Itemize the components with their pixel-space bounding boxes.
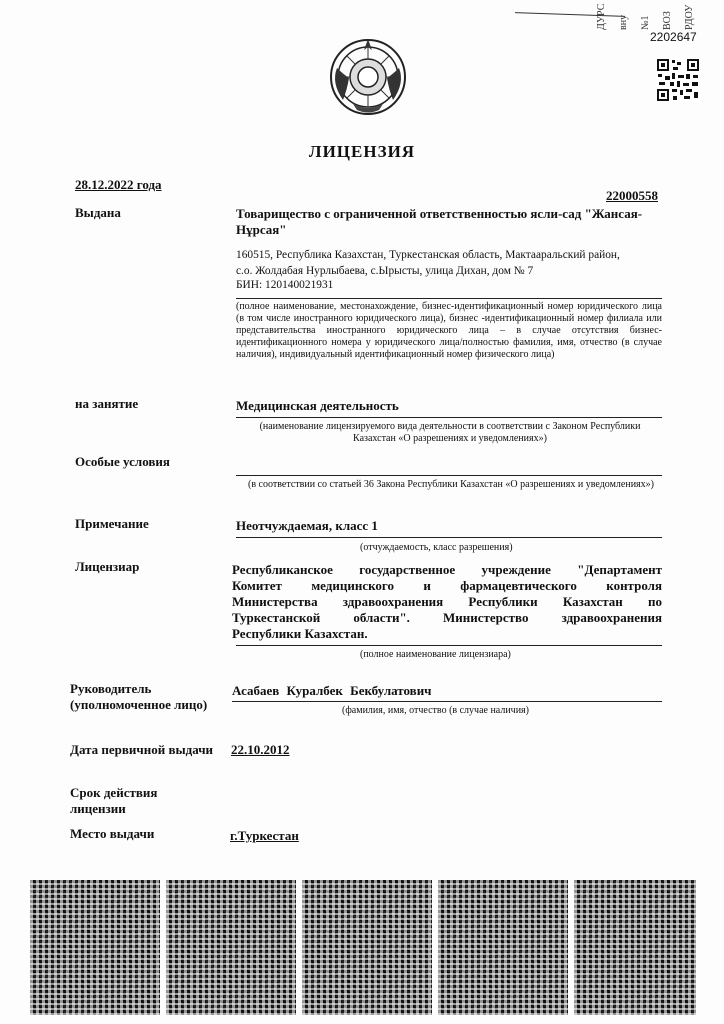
issued-note: (полное наименование, местонахождение, бизнес-идентификационный номер юридического лица (в том числе иностранного юридического лица), бизнес -идентификационный номер филиала или представительства иностранного юридического лица – в случае отсутствия бизнес-идентификационного номера у юридического лица/полностью фамилия, имя, отчество (в случае наличия), индивидуальный идентификационный номер физического лица) xyxy=(236,301,662,360)
barcode-image xyxy=(438,880,568,1015)
head-name: Асабаев Куралбек Бекбулатович xyxy=(232,683,432,698)
special-conditions-label: Особые условия xyxy=(75,454,170,469)
remark-note: (отчуждаемость, класс разрешения) xyxy=(360,542,513,553)
remark-rule xyxy=(236,537,662,538)
issued-bin: БИН: 120140021931 xyxy=(236,279,334,291)
place-value: г.Туркестан xyxy=(230,828,299,843)
head-note: (фамилия, имя, отчество (в случае наличия) xyxy=(342,705,529,716)
licensor-line: Республики Казахстан. xyxy=(232,626,368,641)
issued-address-line2: с.о. Жолдабая Нурлыбаева, с.Ырысты, улица Дихан, дом № 7 xyxy=(236,265,534,277)
head-label-line1: Руководитель xyxy=(70,681,152,696)
activity-note: (наименование лицензируемого вида деятельности в соответствии с Законом Республики Казахстан «О разрешениях и уведомлениях») xyxy=(259,421,641,444)
licensor-line: Республиканское государственное учреждение "Департамент xyxy=(232,562,662,577)
first-issue-label: Дата первичной выдачи xyxy=(70,742,214,757)
validity-label-line2: лицензии xyxy=(70,801,126,816)
place-label: Место выдачи xyxy=(70,826,155,841)
corner-stamp-text: ДУРС вну №1 ВОЗ РДОУ xyxy=(596,3,695,30)
licensor-note: (полное наименование лицензиара) xyxy=(360,649,511,660)
activity-rule xyxy=(236,417,662,418)
barcode-image xyxy=(574,880,696,1015)
licensor-label: Лицензиар xyxy=(75,559,140,574)
issued-label: Выдана xyxy=(75,205,121,220)
licensor-line: Туркестанской области". Министерство здравоохранения xyxy=(232,610,662,625)
licensor-line: Комитет медицинского и фармацевтического контроля xyxy=(232,578,662,593)
kazakhstan-emblem-icon xyxy=(329,38,407,116)
head-label-line2: (уполномоченное лицо) xyxy=(70,697,208,712)
issued-name: Товарищество с ограниченной ответственностью ясли-сад "Жансая-Нұрсая" xyxy=(236,206,643,237)
licensor-rule xyxy=(236,645,662,646)
remark-label: Примечание xyxy=(75,516,149,531)
head-rule xyxy=(232,701,662,702)
document-serial-number: 2202647 xyxy=(650,30,697,44)
document-title: ЛИЦЕНЗИЯ xyxy=(308,142,416,161)
activity-label: на занятие xyxy=(75,396,139,411)
issue-date: 28.12.2022 года xyxy=(75,177,162,192)
licensor-line: Министерства здравоохранения Республики Казахстан по xyxy=(232,594,662,609)
special-conditions-rule xyxy=(236,475,662,476)
qr-code-icon xyxy=(656,58,700,102)
first-issue-date: 22.10.2012 xyxy=(231,742,290,757)
barcode-image xyxy=(302,880,432,1015)
barcode-image xyxy=(30,880,160,1015)
remark-value: Неотчуждаемая, класс 1 xyxy=(236,518,378,533)
license-number: 22000558 xyxy=(606,188,658,203)
issued-address-line1: 160515, Республика Казахстан, Туркестанская область, Мактааральский район, xyxy=(236,249,620,261)
validity-label-line1: Срок действия xyxy=(70,785,158,800)
special-conditions-note: (в соответствии со статьей 36 Закона Республики Казахстан «О разрешениях и уведомлениях») xyxy=(248,479,654,490)
issued-rule xyxy=(236,298,662,299)
activity-value: Медицинская деятельность xyxy=(236,398,399,413)
barcode-image xyxy=(166,880,296,1015)
